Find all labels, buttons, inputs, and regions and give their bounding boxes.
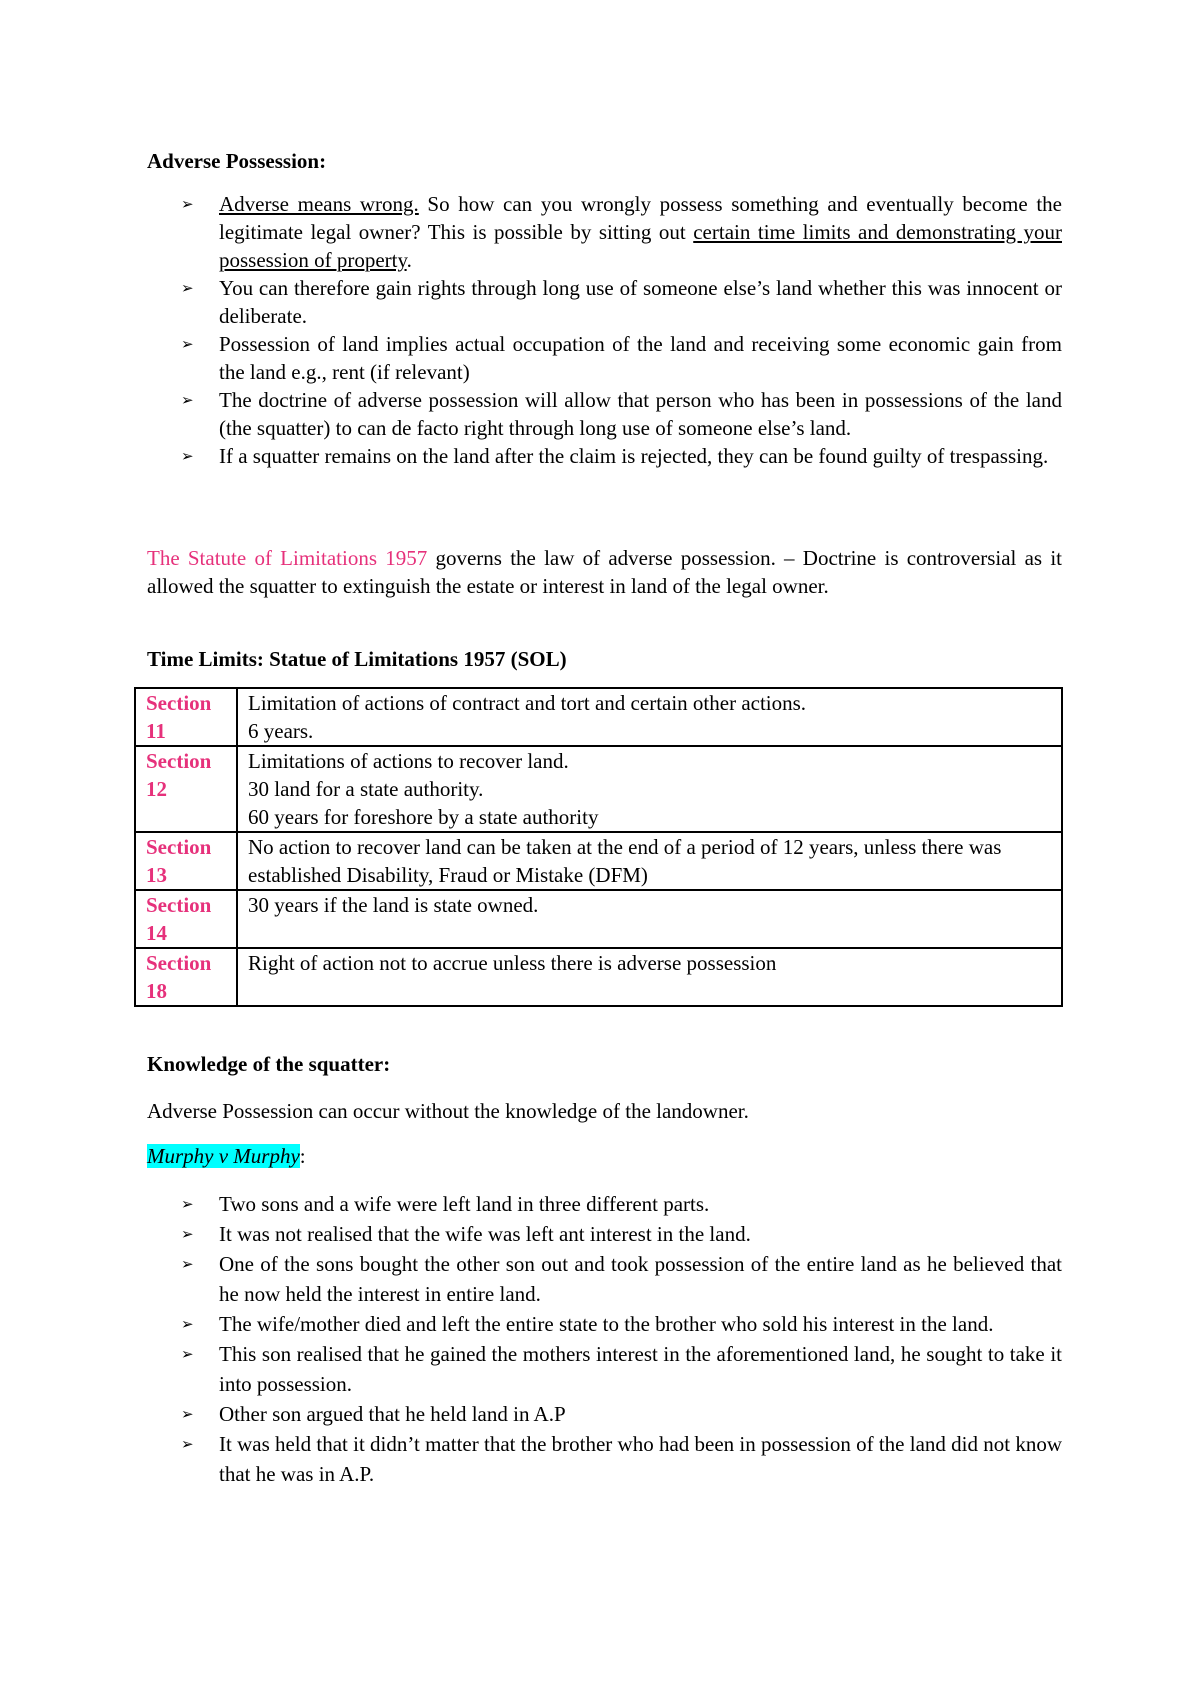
underlined-text: Adverse means wrong. xyxy=(219,192,419,216)
time-limits-heading: Time Limits: Statue of Limitations 1957 (SOL) xyxy=(147,647,567,671)
list-item xyxy=(147,386,1062,442)
list-item xyxy=(147,1219,1062,1249)
list-item xyxy=(147,1189,1062,1219)
arrow-bullet-icon: ➢ xyxy=(181,1255,194,1273)
arrow-bullet-icon: ➢ xyxy=(181,195,194,213)
arrow-bullet-icon: ➢ xyxy=(181,335,194,353)
bullet-text: It was not realised that the wife was left ant interest in the land. xyxy=(219,1222,751,1246)
knowledge-paragraph: Adverse Possession can occur without the knowledge of the landowner. xyxy=(147,1099,749,1123)
arrow-bullet-icon: ➢ xyxy=(181,1225,194,1243)
list-item xyxy=(147,274,1062,330)
list-item xyxy=(147,1399,1062,1429)
arrow-bullet-icon: ➢ xyxy=(181,447,194,465)
bullet-text: So how can you wrongly possess something and eventually become the legitimate legal owner? This is possible by sitting out xyxy=(219,192,1062,244)
bullet-text: One of the sons bought the other son out and took possession of the entire land as he believed that he now held the interest in entire land. xyxy=(219,1252,1062,1306)
description-line: No action to recover land can be taken at the end of a period of 12 years, unless there was established Disability, Fraud or Mistake (DFM) xyxy=(248,835,1002,887)
description-line: 30 land for a state authority. xyxy=(248,777,484,801)
bullet-text: . xyxy=(406,248,412,272)
table-row xyxy=(135,832,1062,890)
table-row xyxy=(135,890,1062,948)
bullet-text: Other son argued that he held land in A.P xyxy=(219,1402,566,1426)
table-row xyxy=(135,688,1062,746)
bullet-text: If a squatter remains on the land after the claim is rejected, they can be found guilty of trespassing. xyxy=(219,444,1049,468)
case-name: Murphy v Murphy xyxy=(147,1144,300,1168)
bullet-text: You can therefore gain rights through long use of someone else’s land whether this was innocent or deliberate. xyxy=(219,276,1062,328)
bullet-text: This son realised that he gained the mothers interest in the aforementioned land, he sought to take it into possession. xyxy=(219,1342,1062,1396)
arrow-bullet-icon: ➢ xyxy=(181,391,194,409)
bullet-text: Possession of land implies actual occupation of the land and receiving some economic gain from the land e.g., rent (if relevant) xyxy=(219,332,1062,384)
section-cell: Section 11 xyxy=(135,688,237,746)
list-item xyxy=(147,1249,1062,1309)
section-cell: Section 18 xyxy=(135,948,237,1006)
bullet-text: The doctrine of adverse possession will allow that person who has been in possessions of the land (the squatter) to can de facto right through long use of someone else’s land. xyxy=(219,388,1062,440)
statute-name: The Statute of Limitations 1957 xyxy=(147,546,428,570)
description-line: 30 years if the land is state owned. xyxy=(248,893,539,917)
description-cell xyxy=(237,948,1062,1006)
bullet-text: Two sons and a wife were left land in three different parts. xyxy=(219,1192,710,1216)
table-row xyxy=(135,948,1062,1006)
arrow-bullet-icon: ➢ xyxy=(181,1435,194,1453)
bullet-text: The wife/mother died and left the entire state to the brother who sold his interest in the land. xyxy=(219,1312,994,1336)
page-title: Adverse Possession: xyxy=(147,149,327,173)
list-item xyxy=(147,442,1062,470)
list-item xyxy=(147,1429,1062,1489)
knowledge-heading: Knowledge of the squatter: xyxy=(147,1052,391,1076)
statute-text: governs the law of adverse possession. – Doctrine is controversial as it allowed the squatter to extinguish the estate or interest in land of the legal owner. xyxy=(147,546,1062,598)
description-line: Right of action not to accrue unless there is adverse possession xyxy=(248,951,777,975)
underlined-text: certain time limits and demonstrating your possession of property xyxy=(219,220,1062,272)
arrow-bullet-icon: ➢ xyxy=(181,1345,194,1363)
description-line: Limitations of actions to recover land. xyxy=(248,749,569,773)
description-cell xyxy=(237,832,1062,890)
section-cell: Section 12 xyxy=(135,746,237,832)
description-cell xyxy=(237,746,1062,832)
section-cell: Section 14 xyxy=(135,890,237,948)
description-line: 6 years. xyxy=(248,719,314,743)
case-colon: : xyxy=(299,1144,306,1168)
description-cell xyxy=(237,688,1062,746)
intro-bullet-list xyxy=(147,190,1062,470)
description-line: Limitation of actions of contract and tort and certain other actions. xyxy=(248,691,807,715)
case-bullet-list xyxy=(147,1189,1062,1489)
table-row xyxy=(135,746,1062,832)
list-item xyxy=(147,330,1062,386)
list-item xyxy=(147,1309,1062,1339)
arrow-bullet-icon: ➢ xyxy=(181,279,194,297)
sections-table xyxy=(134,687,1063,1007)
arrow-bullet-icon: ➢ xyxy=(181,1195,194,1213)
section-cell: Section 13 xyxy=(135,832,237,890)
arrow-bullet-icon: ➢ xyxy=(181,1405,194,1423)
description-cell xyxy=(237,890,1062,948)
statute-paragraph xyxy=(147,544,1062,600)
case-title xyxy=(147,1142,1062,1170)
list-item xyxy=(147,1339,1062,1399)
bullet-text: It was held that it didn’t matter that the brother who had been in possession of the land did not know that he was in A.P. xyxy=(219,1432,1062,1486)
list-item xyxy=(147,190,1062,274)
arrow-bullet-icon: ➢ xyxy=(181,1315,194,1333)
description-line: 60 years for foreshore by a state authority xyxy=(248,805,599,829)
